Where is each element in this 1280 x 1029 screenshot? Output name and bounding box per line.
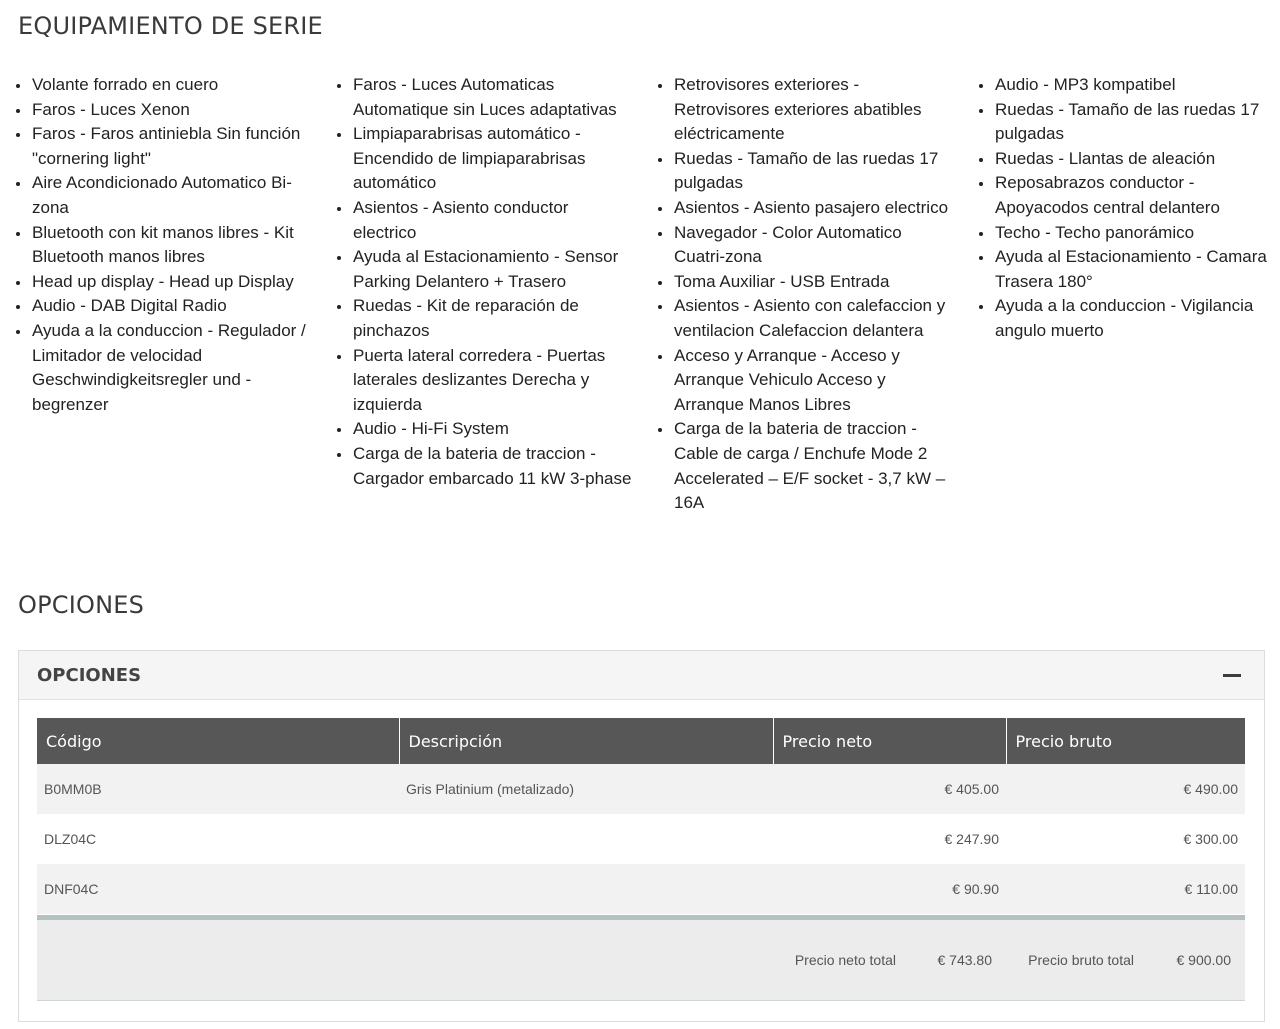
equipment-item: • Ruedas - Kit de reparación de pinchazos <box>352 294 633 343</box>
option-gross-price: € 110.00 <box>1006 864 1245 914</box>
option-gross-price: € 490.00 <box>1006 764 1245 814</box>
column-header-code: Código <box>37 718 399 764</box>
equipment-item: • Bluetooth con kit manos libres - Kit Bluetooth manos libres <box>31 221 312 270</box>
equipment-column-4 <box>975 73 1275 344</box>
option-code: DLZ04C <box>37 814 399 864</box>
equipment-item: • Techo - Techo panorámico <box>994 221 1275 246</box>
equipment-item: • Ruedas - Tamaño de las ruedas 17 pulgadas <box>673 147 954 196</box>
options-table <box>37 718 1245 914</box>
equipment-item: • Carga de la bateria de traccion - Cable de carga / Enchufe Mode 2 Accelerated – E/F socket - 3,7 kW – 16A <box>673 417 954 515</box>
equipment-item: • Acceso y Arranque - Acceso y Arranque Vehiculo Acceso y Arranque Manos Libres <box>673 344 954 418</box>
option-net-price: € 247.90 <box>773 814 1006 864</box>
equipment-item: • Asientos - Asiento conductor electrico <box>352 196 633 245</box>
option-gross-price: € 300.00 <box>1006 814 1245 864</box>
option-description <box>399 814 773 864</box>
equipment-item: • Retrovisores exteriores - Retrovisores exteriores abatibles eléctricamente <box>673 73 954 147</box>
equipment-item: • Ayuda al Estacionamiento - Sensor Parking Delantero + Trasero <box>352 245 633 294</box>
option-code: DNF04C <box>37 864 399 914</box>
table-row <box>37 764 1245 814</box>
gross-total-label: Precio bruto total <box>1028 952 1134 968</box>
equipment-column-3 <box>654 73 954 516</box>
equipment-item: • Head up display - Head up Display <box>31 270 312 295</box>
equipment-section-title: EQUIPAMIENTO DE SERIE <box>18 12 323 40</box>
equipment-item: • Audio - DAB Digital Radio <box>31 294 312 319</box>
minus-icon[interactable] <box>1222 668 1242 684</box>
equipment-item: • Audio - MP3 kompatibel <box>994 73 1275 98</box>
equipment-item: • Puerta lateral corredera - Puertas laterales deslizantes Derecha y izquierda <box>352 344 633 418</box>
option-code: B0MM0B <box>37 764 399 814</box>
equipment-item: • Faros - Luces Xenon <box>31 98 312 123</box>
column-header-gross-price: Precio bruto <box>1006 718 1245 764</box>
option-description <box>399 864 773 914</box>
column-header-description: Descripción <box>399 718 773 764</box>
gross-total-value: € 900.00 <box>1176 952 1231 968</box>
equipment-column-1 <box>12 73 312 417</box>
column-header-net-price: Precio neto <box>773 718 1006 764</box>
options-totals <box>37 915 1245 1001</box>
options-table-header-row <box>37 718 1245 764</box>
equipment-item: • Asientos - Asiento con calefaccion y ventilacion Calefaccion delantera <box>673 294 954 343</box>
options-section-title: OPCIONES <box>18 591 145 619</box>
option-net-price: € 405.00 <box>773 764 1006 814</box>
table-row <box>37 864 1245 914</box>
options-panel-header[interactable] <box>19 651 1264 700</box>
equipment-item: • Limpiaparabrisas automático - Encendido de limpiaparabrisas automático <box>352 122 633 196</box>
options-panel-title: OPCIONES <box>37 665 142 686</box>
equipment-item: • Faros - Luces Automaticas Automatique sin Luces adaptativas <box>352 73 633 122</box>
equipment-item: • Carga de la bateria de traccion - Cargador embarcado 11 kW 3-phase <box>352 442 633 491</box>
equipment-item: • Toma Auxiliar - USB Entrada <box>673 270 954 295</box>
equipment-item: • Aire Acondicionado Automatico Bi-zona <box>31 171 312 220</box>
equipment-item: • Faros - Faros antiniebla Sin función "cornering light" <box>31 122 312 171</box>
options-panel <box>18 650 1265 1022</box>
equipment-item: • Ayuda a la conduccion - Regulador / Limitador de velocidad Geschwindigkeitsregler und -begrenzer <box>31 319 312 417</box>
net-total-label: Precio neto total <box>794 952 896 968</box>
equipment-item: • Volante forrado en cuero <box>31 73 312 98</box>
net-total-value: € 743.80 <box>937 952 992 968</box>
option-net-price: € 90.90 <box>773 864 1006 914</box>
equipment-item: • Navegador - Color Automatico Cuatri-zona <box>673 221 954 270</box>
equipment-item: • Asientos - Asiento pasajero electrico <box>673 196 954 221</box>
equipment-item: • Ayuda a la conduccion - Vigilancia angulo muerto <box>994 294 1275 343</box>
table-row <box>37 814 1245 864</box>
equipment-item: • Reposabrazos conductor - Apoyacodos central delantero <box>994 171 1275 220</box>
option-description: Gris Platinium (metalizado) <box>399 764 773 814</box>
equipment-item: • Ayuda al Estacionamiento - Camara Trasera 180° <box>994 245 1275 294</box>
equipment-column-2 <box>333 73 633 491</box>
equipment-item: • Ruedas - Llantas de aleación <box>994 147 1275 172</box>
equipment-item: • Ruedas - Tamaño de las ruedas 17 pulgadas <box>994 98 1275 147</box>
equipment-item: • Audio - Hi-Fi System <box>352 417 633 442</box>
